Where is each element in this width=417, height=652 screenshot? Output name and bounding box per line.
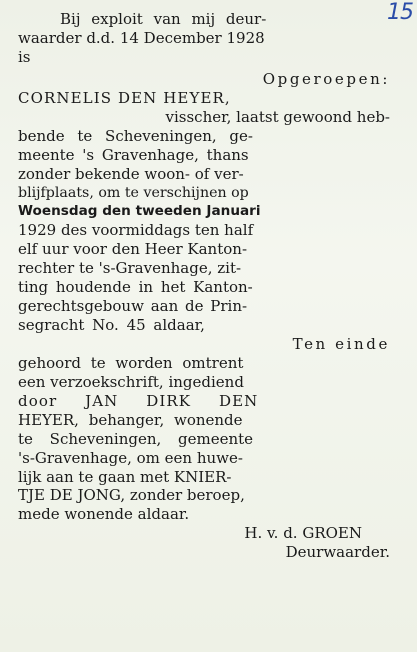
notice-line [18, 486, 390, 505]
notice-line-bold [18, 202, 390, 221]
notice-line-text: blijfplaats, om te verschijnen op [18, 185, 249, 202]
notice-line-text: Deurwaarder. [285, 543, 390, 562]
notice-line-text: bende te Scheveningen, ge- [18, 126, 253, 145]
notice-line [18, 278, 390, 297]
notice-line [18, 468, 390, 487]
notice-line-text: HEYER, behanger, wonende [18, 410, 243, 429]
notice-line-text: meente 's Gravenhage, thans [18, 145, 249, 164]
notice-line-text: Ten einde [292, 334, 390, 353]
notice-line-text: Opgeroepen: [262, 69, 390, 88]
notice-line-text: 's-Gravenhage, om een huwe- [18, 448, 243, 467]
notice-line [18, 89, 390, 108]
notice-line-text: visscher, laatst gewoond heb- [165, 107, 390, 126]
notice-line [18, 297, 390, 316]
notice-line-text: 1929 des voormiddags ten half [18, 221, 254, 240]
notice-line-text: Woensdag den tweeden Januari [18, 203, 261, 220]
notice-line [18, 240, 390, 259]
notice-line-text: lijk aan te gaan met KNIER- [18, 467, 232, 486]
notice-line [18, 183, 390, 202]
notice-line [18, 146, 390, 165]
notice-line-text: TJE DE JONG, zonder beroep, [18, 486, 245, 505]
notice-line [18, 48, 390, 67]
notice-line-text: H. v. d. GROEN [244, 524, 362, 543]
notice-line [18, 392, 390, 411]
notice-line-text: Bij exploit van mij deur- [60, 10, 267, 28]
notice-line [18, 221, 390, 240]
notice-line [18, 449, 390, 468]
notice-line-text: elf uur voor den Heer Kanton- [18, 240, 248, 259]
notice-signature [18, 524, 390, 543]
notice-line-text: waarder d.d. 14 December 1928 [18, 28, 265, 47]
notice-line-text: gehoord te worden omtrent [18, 353, 244, 372]
notice-line-text: mede wonende aldaar. [18, 505, 190, 524]
notice-line [18, 505, 390, 524]
notice-line [18, 108, 390, 127]
notice-line-text: rechter te 's-Gravenhage, zit- [18, 259, 242, 278]
notice-line [18, 316, 390, 335]
notice-line-text: is [18, 47, 31, 66]
notice-line [18, 127, 390, 146]
notice-line-text: segracht No. 45 aldaar, [18, 316, 205, 334]
notice-text [18, 10, 390, 562]
notice-line-text: zonder bekende woon- of ver- [18, 164, 244, 183]
notice-line [18, 411, 390, 430]
notice-line-text: gerechtsgebouw aan de Prin- [18, 297, 248, 316]
notice-line [18, 335, 390, 354]
notice-line [18, 10, 390, 29]
handwritten-page-number: 15 [387, 0, 413, 25]
notice-line-text: door JAN DIRK DEN [18, 391, 259, 410]
notice-line [18, 259, 390, 278]
notice-heading [18, 70, 390, 89]
notice-line-text: een verzoekschrift, ingediend [18, 372, 244, 391]
notice-line [18, 430, 390, 449]
notice-line [18, 165, 390, 184]
notice-line-text: ting houdende in het Kanton- [18, 278, 253, 297]
notice-line [18, 373, 390, 392]
notice-line [18, 29, 390, 48]
notice-line-text: CORNELIS DEN HEYER, [18, 88, 231, 107]
notice-signature-title [18, 543, 390, 562]
notice-line [18, 354, 390, 373]
notice-line-text: te Scheveningen, gemeente [18, 429, 254, 448]
